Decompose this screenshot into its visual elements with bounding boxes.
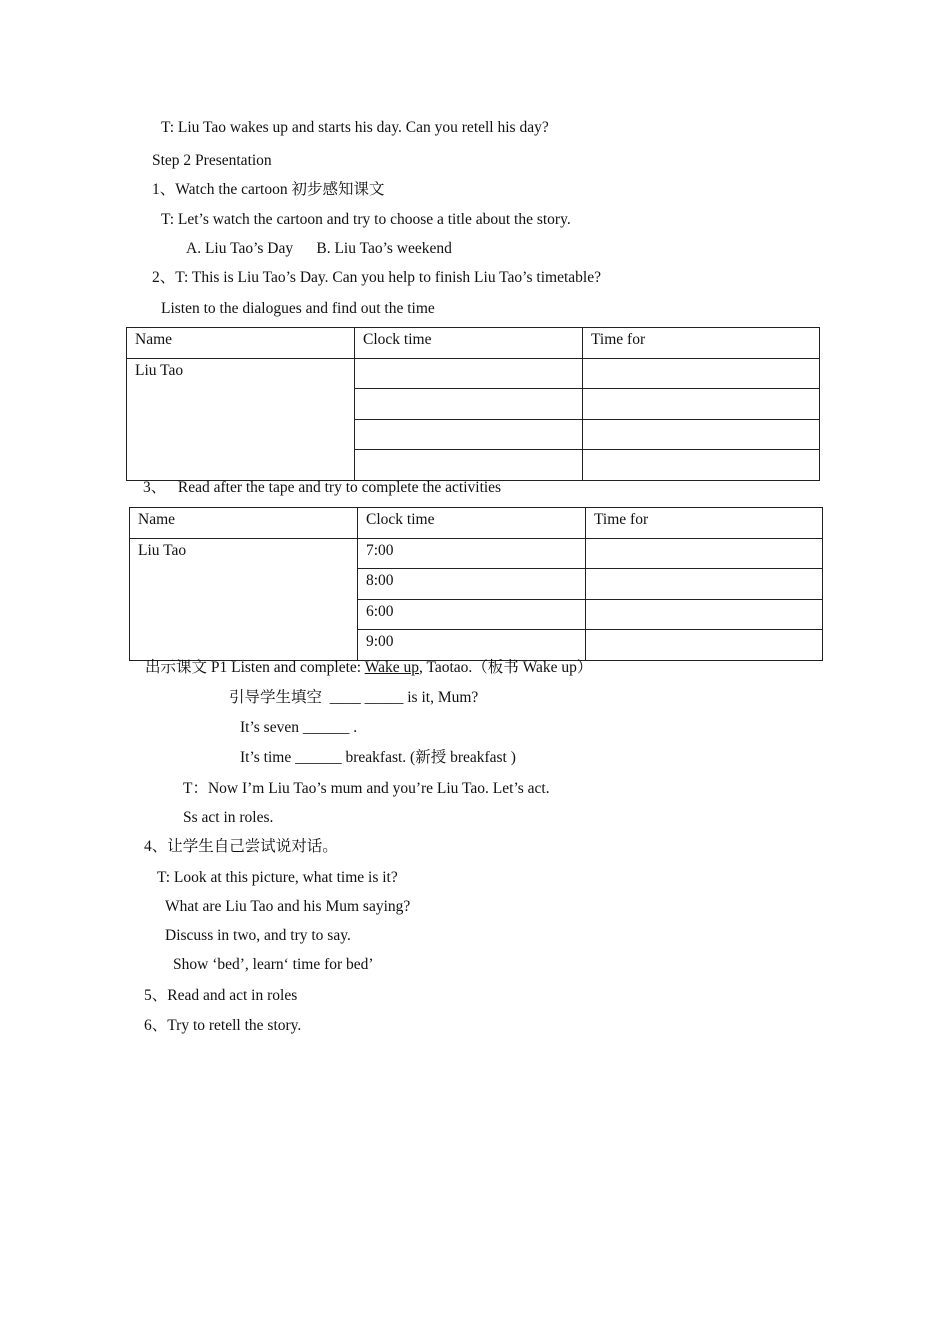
time-for-cell [586,538,823,569]
item-4-dialogue: 4、让学生自己尝试说对话。 [144,838,338,855]
clock-cell: 6:00 [358,599,586,630]
name-cell: Liu Tao [130,538,358,660]
clock-cell [355,358,583,389]
clock-cell: 9:00 [358,630,586,661]
header-name: Name [127,328,355,359]
line-what-time: T: Look at this picture, what time is it? [157,869,398,886]
clock-cell [355,389,583,420]
clock-cell: 7:00 [358,538,586,569]
line-fill-blank-guide: 引导学生填空 ____ _____ is it, Mum? [229,689,479,706]
header-time-for: Time for [583,328,820,359]
header-clock-time: Clock time [358,508,586,539]
header-name: Name [130,508,358,539]
item-1-watch: 1、Watch the cartoon 初步感知课文 [152,181,385,198]
time-for-cell [586,630,823,661]
time-for-cell [583,419,820,450]
time-for-cell [586,569,823,600]
header-clock-time: Clock time [355,328,583,359]
clock-cell: 8:00 [358,569,586,600]
timetable-filled [129,507,823,661]
show-text-prefix: 出示课文 P1 Listen and complete: [145,659,365,676]
clock-cell [355,450,583,481]
line-show-bed: Show ‘bed’, learn‘ time for bed’ [173,956,374,973]
item-6-retell: 6、Try to retell the story. [144,1017,302,1034]
wake-up-underlined: Wake up [364,659,419,676]
table-row [127,358,820,389]
line-what-saying: What are Liu Tao and his Mum saying? [165,898,411,915]
step-heading: Step 2 Presentation [152,152,272,169]
line-choose-title: T: Let’s watch the cartoon and try to choose a title about the story. [161,211,571,228]
show-text-suffix: , Taotao.（板书 Wake up） [418,659,593,676]
line-lets-act: T：Now I’m Liu Tao’s mum and you’re Liu Tao. Let’s act. [183,780,550,797]
line-discuss: Discuss in two, and try to say. [165,927,351,944]
item-3-read-tape: 3、 Read after the tape and try to complete the activities [143,479,502,496]
line-show-text-p1 [145,658,592,678]
clock-cell [355,419,583,450]
header-time-for: Time for [586,508,823,539]
title-options: A. Liu Tao’s Day B. Liu Tao’s weekend [186,240,452,257]
timetable-blank [126,327,820,481]
line-ss-act: Ss act in roles. [183,809,274,826]
item-2-timetable: 2、T: This is Liu Tao’s Day. Can you help to finish Liu Tao’s timetable? [152,269,601,286]
time-for-cell [583,358,820,389]
item-5-read-act: 5、Read and act in roles [144,987,298,1004]
time-for-cell [583,389,820,420]
name-cell: Liu Tao [127,358,355,480]
line-listen-dialogues: Listen to the dialogues and find out the time [161,300,435,317]
table-header-row [130,508,823,539]
table-row [130,538,823,569]
line-time-for-breakfast: It’s time ______ breakfast. (新授 breakfast ) [240,749,516,766]
line-its-seven: It’s seven ______ . [240,719,358,736]
time-for-cell [583,450,820,481]
time-for-cell [586,599,823,630]
line-retell-day: T: Liu Tao wakes up and starts his day. Can you retell his day? [161,119,549,136]
table-header-row [127,328,820,359]
